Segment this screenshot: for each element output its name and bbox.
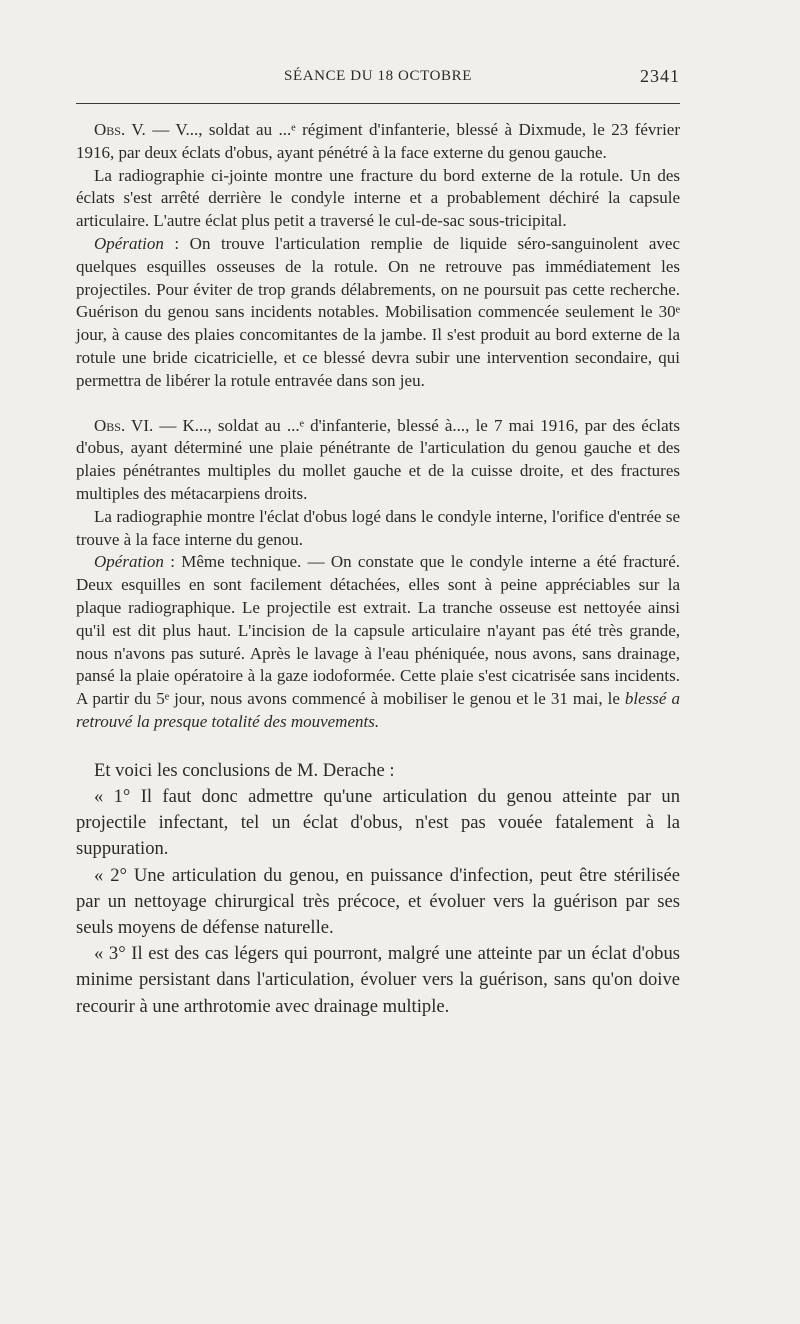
conclusion-2: « 2° Une articulation du genou, en puissance d'infection, peut être stérilisée par un nettoyage chirurgical très précoce, et évoluer vers la guérison par ses seuls moyens de défense naturelle. (76, 864, 680, 938)
obs6-operation-label: Opération (94, 552, 164, 572)
obs6-paragraph-1 (76, 415, 680, 506)
page-number: 2341 (640, 66, 680, 86)
body-text (76, 119, 680, 1020)
obs6-text-3: : Même technique. — On constate que le condyle interne a été fracturé. Deux esquilles en sont facilement détachées, elles sont à peine appréciables sur la plaque radiographique. Le projectile est extrait. La tranche osseuse est nettoyée ainsi qu'il est dit plus haut. L'incision de la capsule articulaire n'ayant pas été très grande, nous n'avons pas suturé. Après le lavage à l'eau phéniquée, nous avons, sans drainage, pansé la plaie opératoire à la gaze iodoformée. Cette plaie s'est cicatrisée sans incidents. A partir du 5ᵉ jour, nous avons commencé à mobiliser le genou et le 31 mai, le (76, 552, 680, 709)
obs5-paragraph-1 (76, 119, 680, 165)
header-rule (76, 103, 680, 104)
obs5-paragraph-3 (76, 233, 680, 393)
obs6-text-3-italic: blessé a retrouvé la presque totalité des mouvements. (76, 689, 680, 731)
conclusion-3: « 3° Il est des cas légers qui pourront, malgré une atteinte par un éclat d'obus minime persistant dans l'articulation, évoluer vers la guérison, sans qu'on doive recourir à une arthrotomie avec drainage multiple. (76, 943, 680, 1017)
obs6-paragraph-3 (76, 551, 680, 733)
obs5-text-3: : On trouve l'articulation remplie de liquide séro-sanguinolent avec quelques esquilles osseuses de la rotule. On ne retrouve pas immédiatement les projectiles. Pour éviter de trop grands délabrements, on ne poursuit pas cette recherche. Guérison du genou sans incidents notables. Mobilisation commencée seulement le 30ᵉ jour, à cause des plaies concomitantes de la jambe. Il s'est produit au bord externe de la rotule une bride cicatricielle, et ce blessé devra subir une intervention secondaire, qui permettra de libérer la rotule entravée dans son jeu. (76, 233, 680, 390)
obs5-label: Obs. V. (94, 120, 146, 139)
obs5-paragraph-2: La radiographie ci-jointe montre une fracture du bord externe de la rotule. Un des éclats s'est arrêté derrière le condyle interne et a probablement déchiré la capsule articulaire. L'autre éclat plus petit a traversé le cul-de-sac sous-tricipital. (76, 165, 680, 231)
running-title: SÉANCE DU 18 OCTOBRE (284, 68, 472, 84)
conclusions (76, 758, 680, 1020)
conclusion-1: « 1° Il faut donc admettre qu'une articulation du genou atteinte par un projectile infectant, tel un éclat d'obus, n'est pas vouée fatalement à la suppuration. (76, 785, 680, 860)
obs6-label: Obs. VI. (94, 415, 154, 435)
obs5-operation-label: Opération (94, 233, 164, 253)
running-head (76, 62, 680, 92)
obs6-text-1: — K..., soldat au ...ᵉ d'infanterie, blessé à..., le 7 mai 1916, par des éclats d'obus, ayant déterminé une plaie pénétrante de l'articulation du genou gauche et des plaies pénétrantes multiples du mollet gauche et de la cuisse droite, et des fractures multiples des métacarpiens droits. (76, 415, 680, 503)
obs5-text-1: — V..., soldat au ...ᵉ régiment d'infanterie, blessé à Dixmude, le 23 février 1916, par deux éclats d'obus, ayant pénétré à la face externe du genou gauche. (76, 120, 681, 162)
conclusions-intro: Et voici les conclusions de M. Derache : (94, 759, 395, 781)
obs6-paragraph-2: La radiographie montre l'éclat d'obus logé dans le condyle interne, l'orifice d'entrée se trouve à la face interne du genou. (76, 506, 680, 549)
